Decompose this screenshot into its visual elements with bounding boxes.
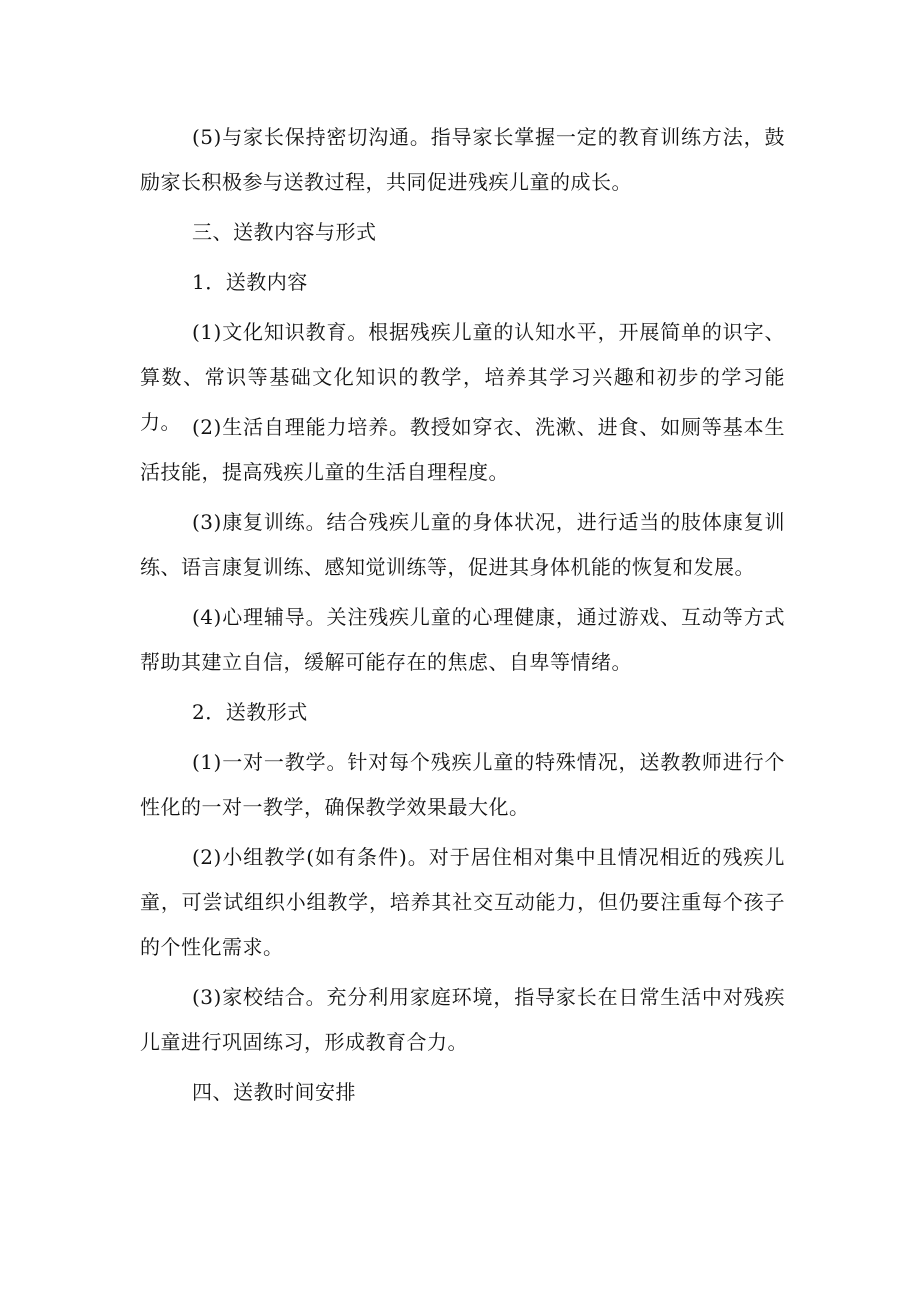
paragraph-group-teaching: (2)小组教学(如有条件)。对于居住相对集中且情况相近的残疾儿童，可尝试组织小组教学，培养其社交互动能力，但仍要注重每个孩子的个性化需求。 — [140, 845, 785, 959]
paragraph-self-care-ability: (2)生活自理能力培养。教授如穿衣、洗漱、进食、如厕等基本生活技能，提高残疾儿童的生活自理程度。 — [140, 415, 785, 484]
section-heading-content-and-form: 三、送教内容与形式 — [192, 220, 377, 244]
paragraph-cultural-knowledge: (1)文化知识教育。根据残疾儿童的认知水平，开展简单的识字、算数、常识等基础文化知识的教学，培养其学习兴趣和初步的学习能力。 — [140, 320, 785, 434]
paragraph-psychological-counseling: (4)心理辅导。关注残疾儿童的心理健康，通过游戏、互动等方式帮助其建立自信，缓解可能存在的焦虑、自卑等情绪。 — [140, 605, 785, 674]
subheading-teaching-content: 1．送教内容 — [192, 270, 308, 294]
subheading-teaching-form: 2．送教形式 — [192, 700, 308, 724]
paragraph-one-on-one-teaching: (1)一对一教学。针对每个残疾儿童的特殊情况，送教教师进行个性化的一对一教学，确保教学效果最大化。 — [140, 750, 785, 819]
paragraph-home-school-cooperation: (3)家校结合。充分利用家庭环境，指导家长在日常生活中对残疾儿童进行巩固练习，形成教育合力。 — [140, 985, 785, 1054]
paragraph-rehabilitation-training: (3)康复训练。结合残疾儿童的身体状况，进行适当的肢体康复训练、语言康复训练、感知觉训练等，促进其身体机能的恢复和发展。 — [140, 510, 785, 579]
paragraph-parent-communication: (5)与家长保持密切沟通。指导家长掌握一定的教育训练方法，鼓励家长积极参与送教过程，共同促进残疾儿童的成长。 — [140, 125, 785, 194]
section-heading-time-arrangement: 四、送教时间安排 — [192, 1080, 356, 1104]
